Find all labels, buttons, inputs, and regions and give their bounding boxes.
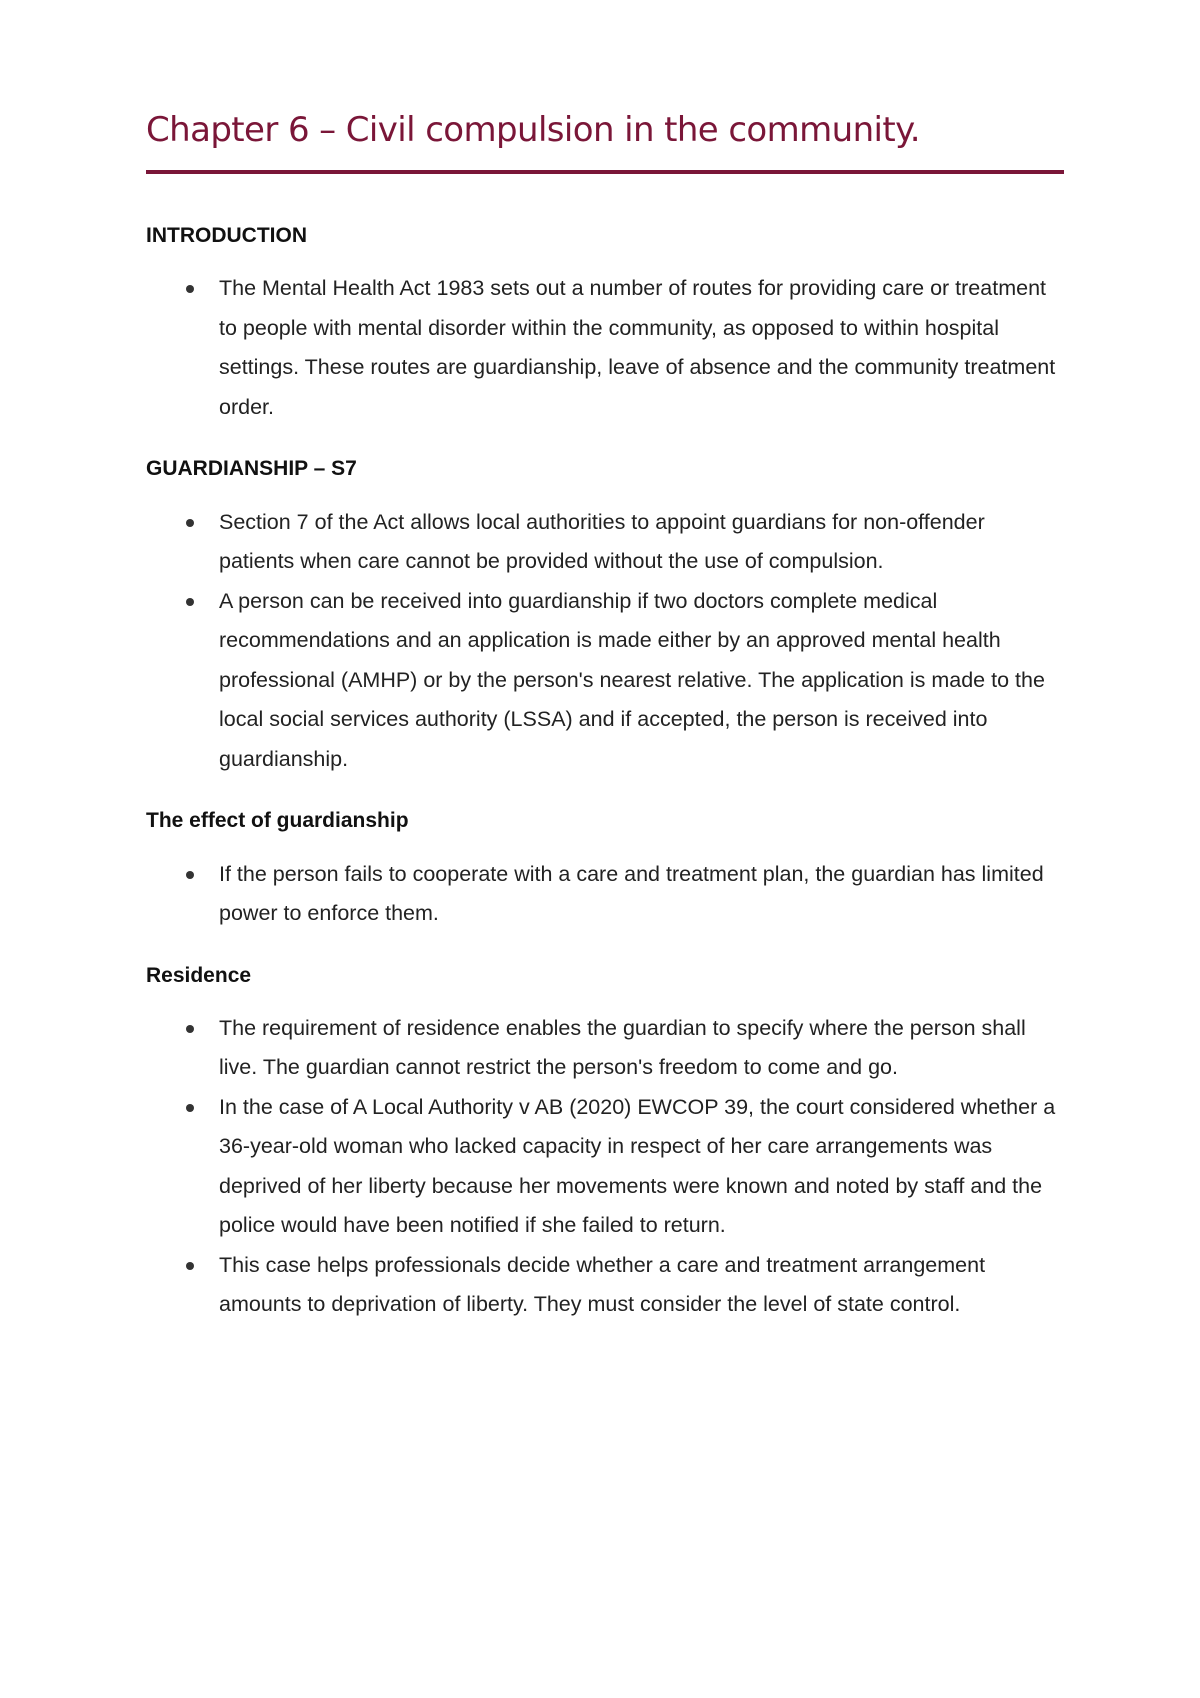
list-item-text: The Mental Health Act 1983 sets out a number of routes for providing care or treatment to people with mental disorder within the community, as opposed to within hospital settings. These routes are guardianship, leave of absence and the community treatment order. xyxy=(219,276,1056,419)
title-divider xyxy=(146,170,1064,174)
bullet-list xyxy=(146,1009,1064,1325)
list-item-text: If the person fails to cooperate with a care and treatment plan, the guardian has limited power to enforce them. xyxy=(219,861,1044,926)
list-item xyxy=(146,269,1064,427)
bullet-icon xyxy=(186,1025,194,1033)
list-item xyxy=(146,1009,1064,1088)
list-item-text: Section 7 of the Act allows local authorities to appoint guardians for non-offender patients when care cannot be provided without the use of compulsion. xyxy=(219,509,985,574)
bullet-icon xyxy=(186,1104,194,1112)
list-item xyxy=(146,503,1064,582)
bullet-list xyxy=(146,855,1064,934)
bullet-icon xyxy=(186,285,194,293)
bullet-icon xyxy=(186,871,194,879)
section-effect-of-guardianship xyxy=(146,807,1064,933)
chapter-title: Chapter 6 – Civil compulsion in the community. xyxy=(146,110,921,150)
section-heading: INTRODUCTION xyxy=(146,224,307,248)
section-guardianship xyxy=(146,455,1064,779)
bullet-list xyxy=(146,503,1064,780)
list-item-text: The requirement of residence enables the guardian to specify where the person shall live. The guardian cannot restrict the person's freedom to come and go. xyxy=(219,1015,1026,1080)
bullet-list xyxy=(146,269,1064,427)
section-heading: Residence xyxy=(146,963,252,987)
section-heading: The effect of guardianship xyxy=(146,809,409,833)
section-residence xyxy=(146,962,1064,1325)
list-item xyxy=(146,855,1064,934)
list-item-text: A person can be received into guardianship if two doctors complete medical recommendations and an application is made either by an approved mental health professional (AMHP) or by the person's nearest relative. The application is made to the local social services authority (LSSA) and if accepted, the person is received into guardianship. xyxy=(219,588,1045,771)
section-heading: GUARDIANSHIP – S7 xyxy=(146,457,357,481)
list-item xyxy=(146,1088,1064,1246)
bullet-icon xyxy=(186,1262,194,1270)
section-introduction xyxy=(146,222,1064,427)
bullet-icon xyxy=(186,519,194,527)
list-item xyxy=(146,1246,1064,1325)
list-item-text: This case helps professionals decide whether a care and treatment arrangement amounts to deprivation of liberty. They must consider the level of state control. xyxy=(219,1252,986,1317)
document-page xyxy=(146,108,1064,1353)
list-item-text: In the case of A Local Authority v AB (2020) EWCOP 39, the court considered whether a 36-year-old woman who lacked capacity in respect of her care arrangements was deprived of her liberty because her movements were known and noted by staff and the police would have been notified if she failed to return. xyxy=(219,1094,1056,1238)
bullet-icon xyxy=(186,598,194,606)
list-item xyxy=(146,582,1064,780)
